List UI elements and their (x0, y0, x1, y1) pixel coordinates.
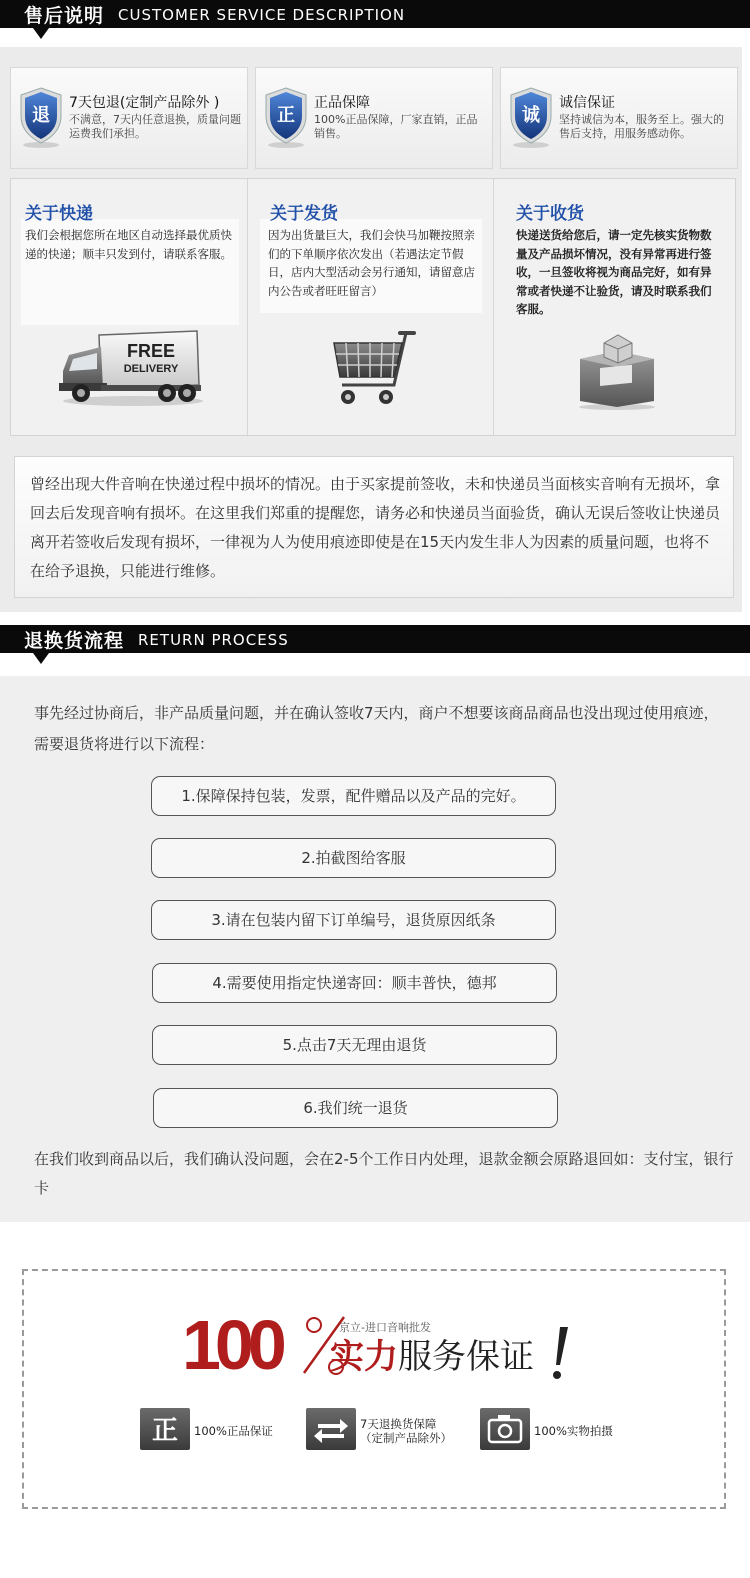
info-panel (10, 178, 736, 436)
svg-text:退: 退 (32, 105, 50, 126)
camera-icon (480, 1408, 530, 1450)
service-guarantee-banner (22, 1269, 726, 1509)
guarantee-number: 100 (182, 1306, 281, 1384)
info-column-receiving (493, 179, 735, 435)
authentic-shield-icon (263, 86, 309, 148)
promo-card-authentic (255, 67, 493, 169)
svg-text:正: 正 (151, 1416, 179, 1446)
slogan-red: 实力 (330, 1337, 398, 1377)
notice-text: 曾经出现大件音响在快递过程中损坏的情况。由于买家提前签收，未和快递员当面核实音响有无损坏，拿回去后发现音响有损坏。在这里我们郑重的提醒您，请务必和快递员当面验货，确认无误后签收让快递员离开若签收后发现有损坏，一律视为人为使用痕迹即使是在15天内发生非人为因素的质量问题，也将不在给予退换，只能进行维修。 (30, 475, 721, 580)
info-column-shipping (247, 179, 493, 435)
return-step-4: 4.需要使用指定快递寄回：顺丰普快，德邦 (152, 963, 557, 1003)
package-box-icon (572, 327, 662, 411)
section-header-return-process (0, 625, 750, 653)
promo-card-return (10, 67, 248, 169)
info-text: 我们会根据您所在地区自动选择最优质快递的快递；顺丰只发到付，请联系客服。 (25, 228, 232, 261)
guarantee-label-line1: 7天退换货保障 (360, 1417, 437, 1431)
return-shield-icon (18, 86, 64, 148)
guarantee-label-photo: 100%实物拍摄 (534, 1424, 613, 1438)
promo-title: 正品保障 (314, 95, 370, 111)
promo-desc: 不满意，7天内任意退换，质量问题运费我们承担。 (69, 113, 241, 140)
guarantee-slogan (330, 1337, 534, 1377)
section-title-en: CUSTOMER SERVICE DESCRIPTION (118, 6, 406, 24)
section-header-customer-service (0, 0, 750, 28)
info-title: 关于发货 (270, 204, 338, 224)
return-step-1: 1.保障保持包装，发票，配件赠品以及产品的完好。 (151, 776, 556, 816)
return-step-2: 2.拍截图给客服 (151, 838, 556, 878)
info-text: 快递送货给您后，请一定先核实货物数量及产品损坏情况，没有异常再进行签收，一旦签收将视为商品完好，如有异常或者快递不让验货，请及时联系我们客服。 (516, 228, 712, 316)
exclamation-icon (548, 1325, 570, 1381)
svg-text:正: 正 (277, 105, 295, 126)
damage-notice (14, 456, 734, 598)
svg-text:FREE: FREE (126, 341, 176, 361)
guarantee-label-exchange (360, 1417, 452, 1445)
section-title-cn: 售后说明 (24, 5, 105, 27)
promo-title: 7天包退(定制产品除外 ) (69, 95, 220, 111)
slogan-rest: 服务保证 (398, 1337, 534, 1377)
promo-title: 诚信保证 (559, 95, 615, 111)
svg-text:诚: 诚 (522, 105, 540, 126)
guarantee-label-authentic: 100%正品保证 (194, 1424, 273, 1438)
info-title: 关于收货 (516, 204, 584, 224)
authentic-badge-icon (140, 1408, 190, 1450)
exchange-arrows-icon (306, 1408, 356, 1450)
info-title: 关于快递 (25, 204, 93, 224)
shopping-cart-icon (330, 327, 420, 411)
return-step-5: 5.点击7天无理由退货 (152, 1025, 557, 1065)
info-text: 因为出货量巨大，我们会快马加鞭按照亲们的下单顺序依次发出（若遇法定节假日，店内大型活动会另行通知，请留意店内公告或者旺旺留言） (268, 228, 475, 298)
svg-text:DELIVERY: DELIVERY (123, 363, 179, 375)
return-outro: 在我们收到商品以后，我们确认没问题，会在2-5个工作日内处理，退款金额会原路退回如：支付宝，银行卡 (34, 1150, 734, 1197)
promo-desc: 100%正品保障，厂家直销，正品销售。 (314, 113, 478, 140)
return-step-3: 3.请在包装内留下订单编号，退货原因纸条 (151, 900, 556, 940)
return-intro: 事先经过协商后，非产品质量问题，并在确认签收7天内，商户不想要该商品商品也没出现过使用痕迹，需要退货将进行以下流程： (34, 704, 719, 753)
section-title-en: RETURN PROCESS (138, 631, 289, 649)
section-title-cn: 退换货流程 (24, 630, 125, 652)
guarantee-label-line2: （定制产品除外） (360, 1431, 452, 1445)
guarantee-note: 京立-进口音响批发 (339, 1321, 431, 1334)
header-pointer (33, 653, 49, 664)
info-column-express (11, 179, 247, 435)
header-pointer (33, 28, 49, 39)
promo-desc: 坚持诚信为本，服务至上。强大的售后支持，用服务感动你。 (559, 113, 724, 140)
promo-card-integrity (500, 67, 738, 169)
delivery-truck-icon (55, 327, 205, 407)
integrity-shield-icon (508, 86, 554, 148)
return-step-6: 6.我们统一退货 (153, 1088, 558, 1128)
